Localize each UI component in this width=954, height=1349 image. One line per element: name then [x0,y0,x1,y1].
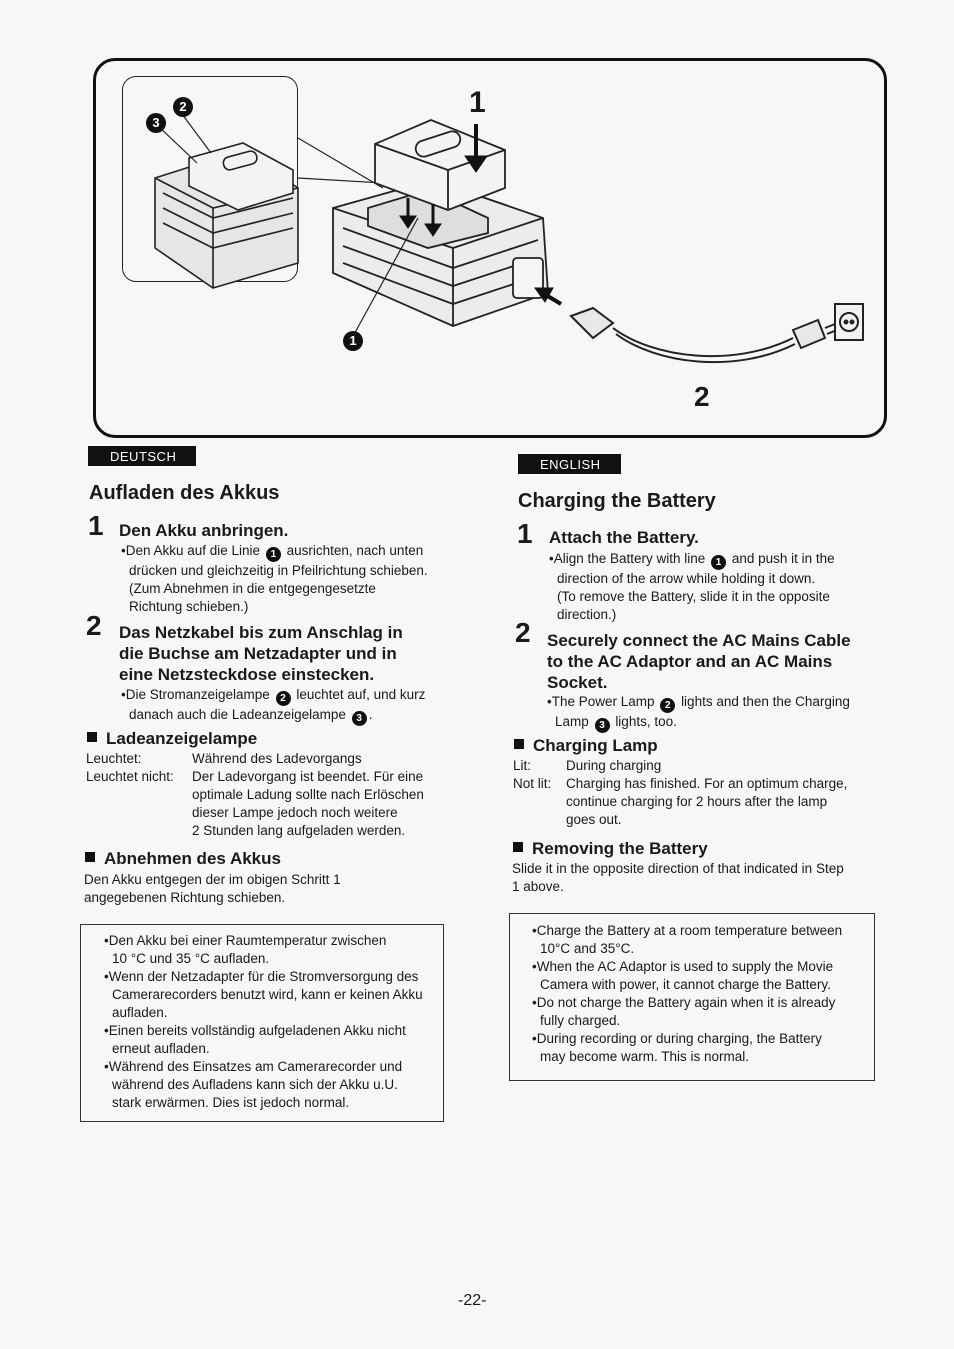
figure-part-3-marker: 3 [146,113,166,133]
square-bullet-icon [514,739,524,749]
charging-lamp-marker-icon: 3 [595,718,610,733]
english-step-2-body: •The Power Lamp 2 lights and then the Charging Lamp 3 lights, too. [547,694,850,731]
figure-part-2-marker: 2 [173,97,193,117]
page-number: -22- [458,1292,487,1309]
english-step-1-body: •Align the Battery with line 1 and push it in the direction of the arrow while holding it down. (To remove the Battery, slide it in the opposite direction.) [549,551,835,622]
english-notes: •Charge the Battery at a room temperature between 10°C and 35°C. •When the AC Adaptor is used to supply the Movie Camera with power, it cannot charge the Battery. •Do not charge the Battery again when it is already fully charged. •During recording or during charging, the Battery may become warm. This is normal. [532,923,843,1064]
deutsch-step-2-number: 2 [86,610,102,641]
line-marker-1-icon: 1 [266,547,281,562]
charger-illustration [93,58,887,438]
english-step-1-number: 1 [517,518,533,549]
deutsch-remove-heading: Abnehmen des Akkus [85,849,281,869]
english-step-2-number: 2 [515,617,531,648]
deutsch-step-1-body: •Den Akku auf die Linie 1 ausrichten, nach unten drücken und gleichzeitig in Pfeilrichtung schieben. (Zum Abnehmen in die entgegengesetzte Richtung schieben.) [121,543,428,614]
deutsch-remove-text: Den Akku entgegen der im obigen Schritt 1 angegebenen Richtung schieben. [84,872,341,905]
deutsch-step-2-title: Das Netzkabel bis zum Anschlag in die Buchse am Netzadapter und in eine Netzsteckdose einstecken. [119,623,403,684]
charging-lamp-marker-icon: 3 [352,711,367,726]
deutsch-lamp-heading: Ladeanzeigelampe [87,729,257,749]
line-marker-1-icon: 1 [711,555,726,570]
deutsch-step-1-title: Den Akku anbringen. [119,521,289,540]
english-lamp-table: Lit: During charging Not lit: Charging has finished. For an optimum charge, continue charging for 2 hours after the lamp goes out. [513,758,848,827]
figure-step-2-label: 2 [694,381,710,412]
english-remove-heading: Removing the Battery [513,839,708,859]
power-lamp-marker-icon: 2 [660,698,675,713]
figure-part-1-marker: 1 [343,331,363,351]
deutsch-title: Aufladen des Akkus [89,482,280,504]
mains-cable-drawing [571,304,863,362]
english-language-tab: ENGLISH [518,454,621,474]
deutsch-notes: •Den Akku bei einer Raumtemperatur zwischen 10 °C und 35 °C aufladen. •Wenn der Netzadapter für die Stromversorgung des Camerarecorders benutzt wird, kann er keinen Akku aufladen. •Einen bereits vollständig aufgeladenen Akku nicht erneut aufladen. •Während des Einsatzes am Camerarecorder und während des Aufladens kann sich der Akku u.U. stark erwärmen. Dies ist jedoch normal. [104,933,423,1110]
deutsch-step-2-body: •Die Stromanzeigelampe 2 leuchtet auf, und kurz danach auch die Ladeanzeigelampe 3 . [121,687,426,724]
square-bullet-icon [85,852,95,862]
inset-charger-drawing [155,143,298,288]
english-remove-text: Slide it in the opposite direction of that indicated in Step 1 above. [512,861,844,894]
english-step-2-title: Securely connect the AC Mains Cable to the AC Adaptor and an AC Mains Socket. [547,631,851,692]
square-bullet-icon [513,842,523,852]
figure-step-1-label: 1 [469,86,486,119]
power-lamp-marker-icon: 2 [276,691,291,706]
english-step-1-title: Attach the Battery. [549,528,699,547]
english-lamp-heading: Charging Lamp [514,736,658,756]
deutsch-language-tab: DEUTSCH [88,446,196,466]
deutsch-lamp-table: Leuchtet: Während des Ladevorgangs Leuchtet nicht: Der Ladevorgang ist beendet. Für eine optimale Ladung sollte nach Erlöschen dieser Lampe jedoch noch weitere 2 Stunden lang aufgeladen werden. [86,751,424,838]
square-bullet-icon [87,732,97,742]
english-title: Charging the Battery [518,490,716,512]
deutsch-step-1-number: 1 [88,510,104,541]
